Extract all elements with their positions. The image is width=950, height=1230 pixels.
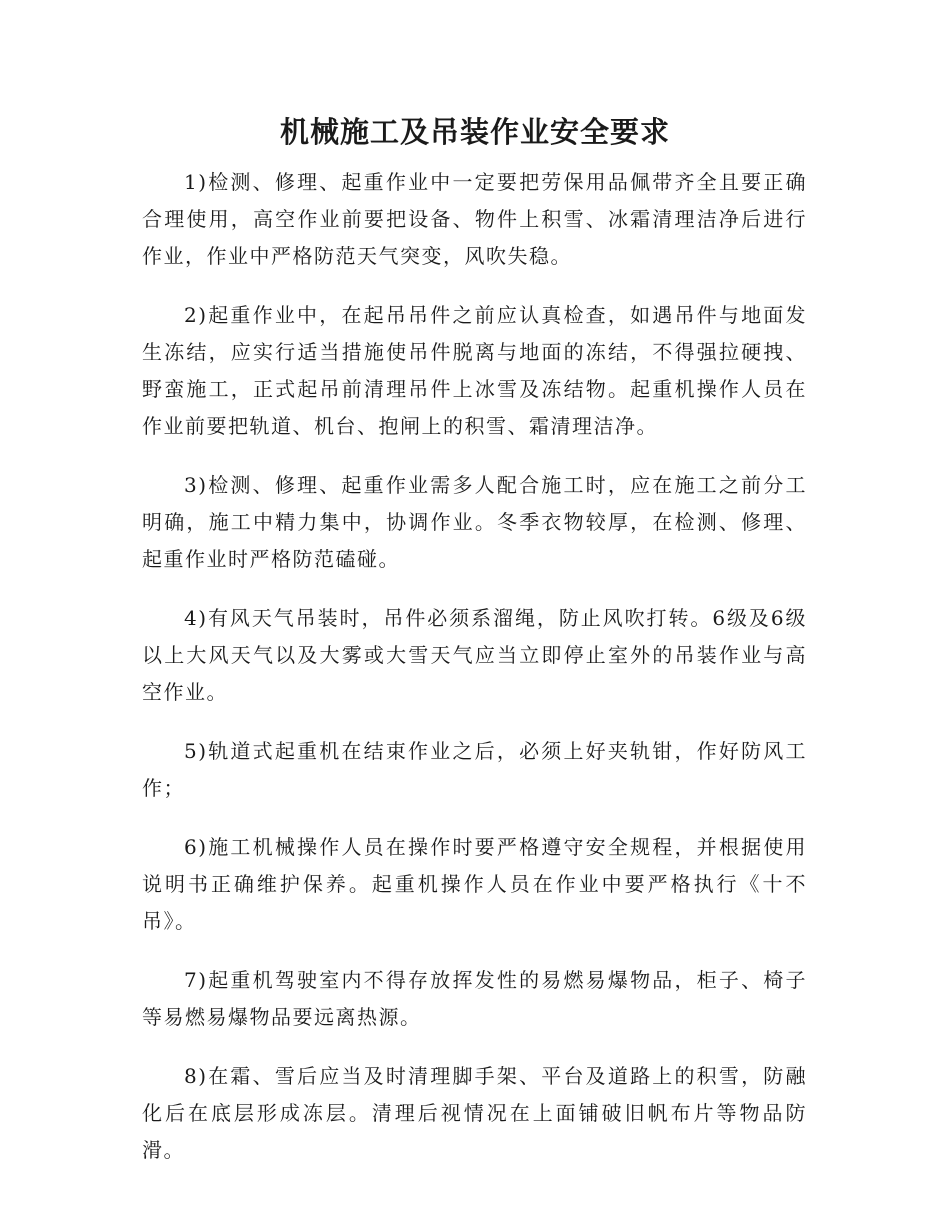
paragraph-1: 1)检测、修理、起重作业中一定要把劳保用品佩带齐全且要正确合理使用，高空作业前要把设备、物件上积雪、冰霜清理洁净后进行作业，作业中严格防范天气突变，风吹失稳。 (142, 170, 807, 268)
paragraph-7: 7)起重机驾驶室内不得存放挥发性的易燃易爆物品，柜子、椅子等易燃易爆物品要远离热源。 (142, 968, 807, 1029)
paragraph-4: 4)有风天气吊装时，吊件必须系溜绳，防止风吹打转。6级及6级以上大风天气以及大雾或大雪天气应当立即停止室外的吊装作业与高空作业。 (142, 606, 807, 704)
document-body (142, 164, 807, 1191)
paragraph-3: 3)检测、修理、起重作业需多人配合施工时，应在施工之前分工明确，施工中精力集中，协调作业。冬季衣物较厚，在检测、修理、起重作业时严格防范磕碰。 (142, 473, 807, 571)
document-title: 机械施工及吊装作业安全要求 (279, 115, 670, 149)
paragraph-6: 6)施工机械操作人员在操作时要严格遵守安全规程，并根据使用说明书正确维护保养。起重机操作人员在作业中要严格执行《十不吊》。 (142, 835, 807, 933)
paragraph-2: 2)起重作业中，在起吊吊件之前应认真检查，如遇吊件与地面发生冻结，应实行适当措施使吊件脱离与地面的冻结，不得强拉硬拽、野蛮施工，正式起吊前清理吊件上冰雪及冻结物。起重机操作人员在作业前要把轨道、机台、抱闸上的积雪、霜清理洁净。 (142, 303, 807, 438)
paragraph-8: 8)在霜、雪后应当及时清理脚手架、平台及道路上的积雪，防融化后在底层形成冻层。清理后视情况在上面铺破旧帆布片等物品防滑。 (142, 1064, 807, 1162)
paragraph-5: 5)轨道式起重机在结束作业之后，必须上好夹轨钳，作好防风工作； (142, 739, 807, 800)
